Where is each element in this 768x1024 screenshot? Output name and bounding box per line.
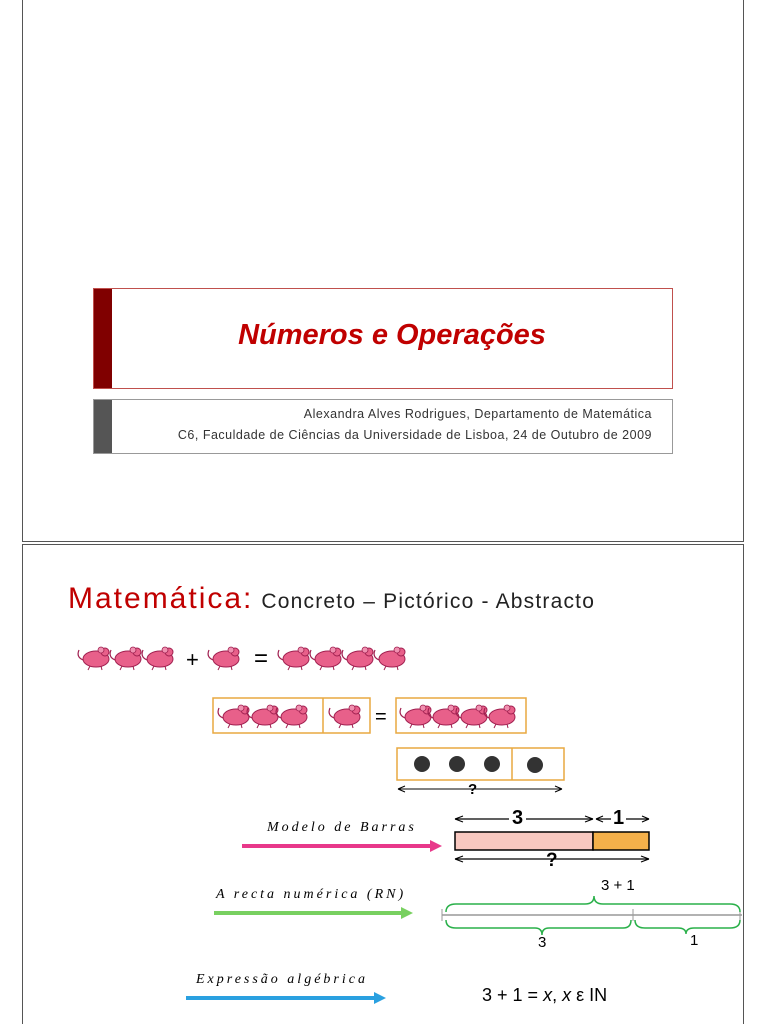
number-line-arrow <box>214 907 413 919</box>
algebra-lhs: 3 + 1 = <box>482 985 544 1005</box>
bar-model-arrow <box>242 840 442 852</box>
heading-sub: Concreto – Pictórico - Abstracto <box>261 590 596 613</box>
equals-sign: = <box>254 645 269 672</box>
number-line <box>442 896 742 935</box>
algebra-rhs: ε IN <box>571 985 608 1005</box>
number-line-part-a: 3 <box>538 934 547 951</box>
bar-part-a-label: 3 <box>509 807 526 830</box>
mice-group-one <box>208 647 239 670</box>
number-line-label: A recta numérica (RN) <box>216 887 407 902</box>
dots-question-mark: ? <box>468 781 478 798</box>
mice-group-three <box>78 647 173 670</box>
slide-title: Números e Operações <box>238 319 546 351</box>
algebra-label: Expressão algébrica <box>196 972 368 987</box>
bar-total-question: ? <box>546 850 558 871</box>
boxed-mice-right <box>396 698 526 733</box>
event-line: C6, Faculdade de Ciências da Universidade de Lisboa, 24 de Outubro de 2009 <box>177 428 652 442</box>
number-line-part-b: 1 <box>690 932 699 949</box>
plus-sign: + <box>186 647 199 672</box>
algebra-mid: , <box>552 985 563 1005</box>
algebra-variable: x <box>543 985 553 1005</box>
equals-sign-2: = <box>375 706 387 728</box>
heading-main: Matemática: <box>68 582 254 615</box>
algebra-arrow <box>186 992 386 1004</box>
algebra-variable-2: x <box>562 985 572 1005</box>
author-line: Alexandra Alves Rodrigues, Departamento de Matemática <box>303 407 652 421</box>
number-line-sum: 3 + 1 <box>601 877 635 894</box>
bar-part-b-label: 1 <box>613 807 625 829</box>
dots-total-arrow <box>398 786 562 792</box>
dots-bar <box>397 748 564 780</box>
algebraic-expression <box>482 985 607 1006</box>
mice-group-four <box>278 647 405 670</box>
bar-model-label: Modelo de Barras <box>267 820 417 835</box>
boxed-mice-left <box>213 698 370 733</box>
